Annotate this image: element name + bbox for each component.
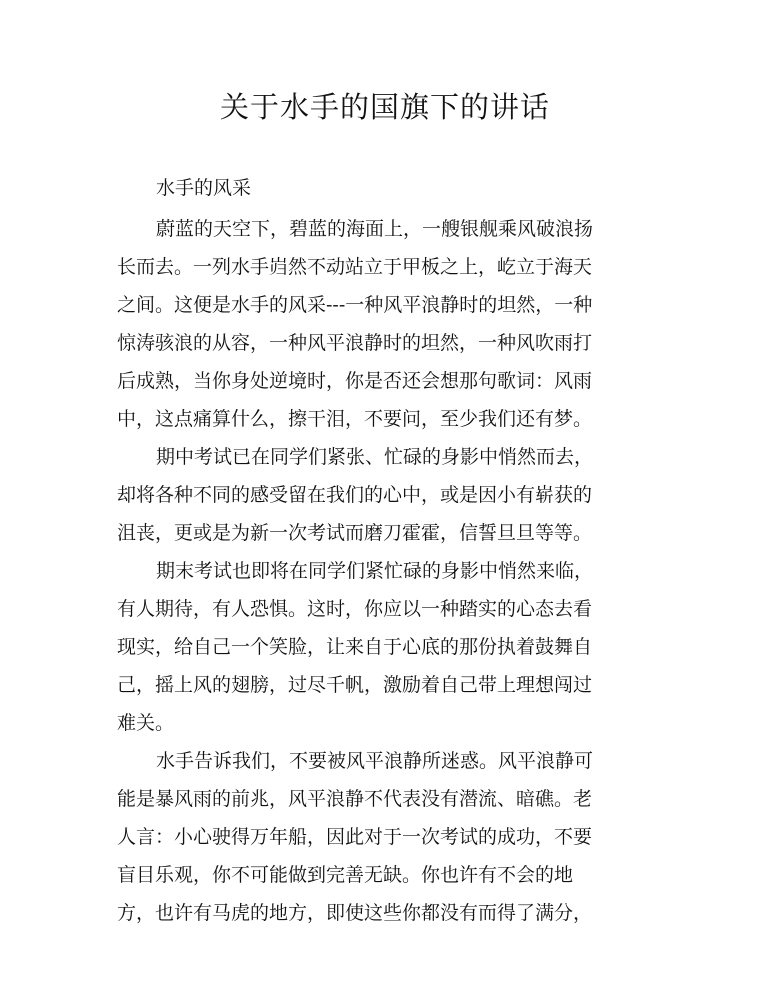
document-title: 关于水手的国旗下的讲话 — [219, 90, 550, 124]
body-line: 长而去。一列水手岿然不动站立于甲板之上，屹立于海天 — [117, 256, 593, 278]
body-line: 之间。这便是水手的风采---一种风平浪静时的坦然，一种 — [117, 294, 593, 316]
body-line: 盲目乐观，你不可能做到完善无缺。你也许有不会的地 — [117, 864, 574, 886]
body-line: 难关。 — [117, 712, 175, 734]
body-line: 方，也许有马虎的地方，即使这些你都没有而得了满分， — [117, 902, 593, 924]
body-line: 现实，给自己一个笑脸，让来自于心底的那份执着鼓舞自 — [117, 636, 593, 658]
body-line: 有人期待，有人恐惧。这时，你应以一种踏实的心态去看 — [117, 598, 593, 620]
body-line: 惊涛骇浪的从容，一种风平浪静时的坦然，一种风吹雨打 — [117, 332, 593, 354]
body-line: 能是暴风雨的前兆，风平浪静不代表没有潜流、暗礁。老 — [117, 788, 593, 810]
body-line: 沮丧，更或是为新一次考试而磨刀霍霍，信誓旦旦等等。 — [117, 522, 593, 544]
body-line: 却将各种不同的感受留在我们的心中，或是因小有崭获的 — [117, 484, 593, 506]
body-line: 期中考试已在同学们紧张、忙碌的身影中悄然而去， — [156, 446, 594, 468]
body-line: 中，这点痛算什么，擦干泪，不要问，至少我们还有梦。 — [117, 408, 593, 430]
body-line: 蔚蓝的天空下，碧蓝的海面上，一艘银舰乘风破浪扬 — [156, 218, 594, 240]
body-line: 人言：小心驶得万年船，因此对于一次考试的成功，不要 — [117, 826, 593, 848]
body-line: 己，摇上风的翅膀，过尽千帆，激励着自己带上理想闯过 — [117, 674, 593, 696]
section-heading: 水手的风采 — [156, 177, 252, 199]
body-line: 后成熟，当你身处逆境时，你是否还会想那句歌词：风雨 — [117, 370, 593, 392]
body-line: 期末考试也即将在同学们紧忙碌的身影中悄然来临， — [156, 560, 594, 582]
body-line: 水手告诉我们，不要被风平浪静所迷惑。风平浪静可 — [156, 750, 594, 772]
